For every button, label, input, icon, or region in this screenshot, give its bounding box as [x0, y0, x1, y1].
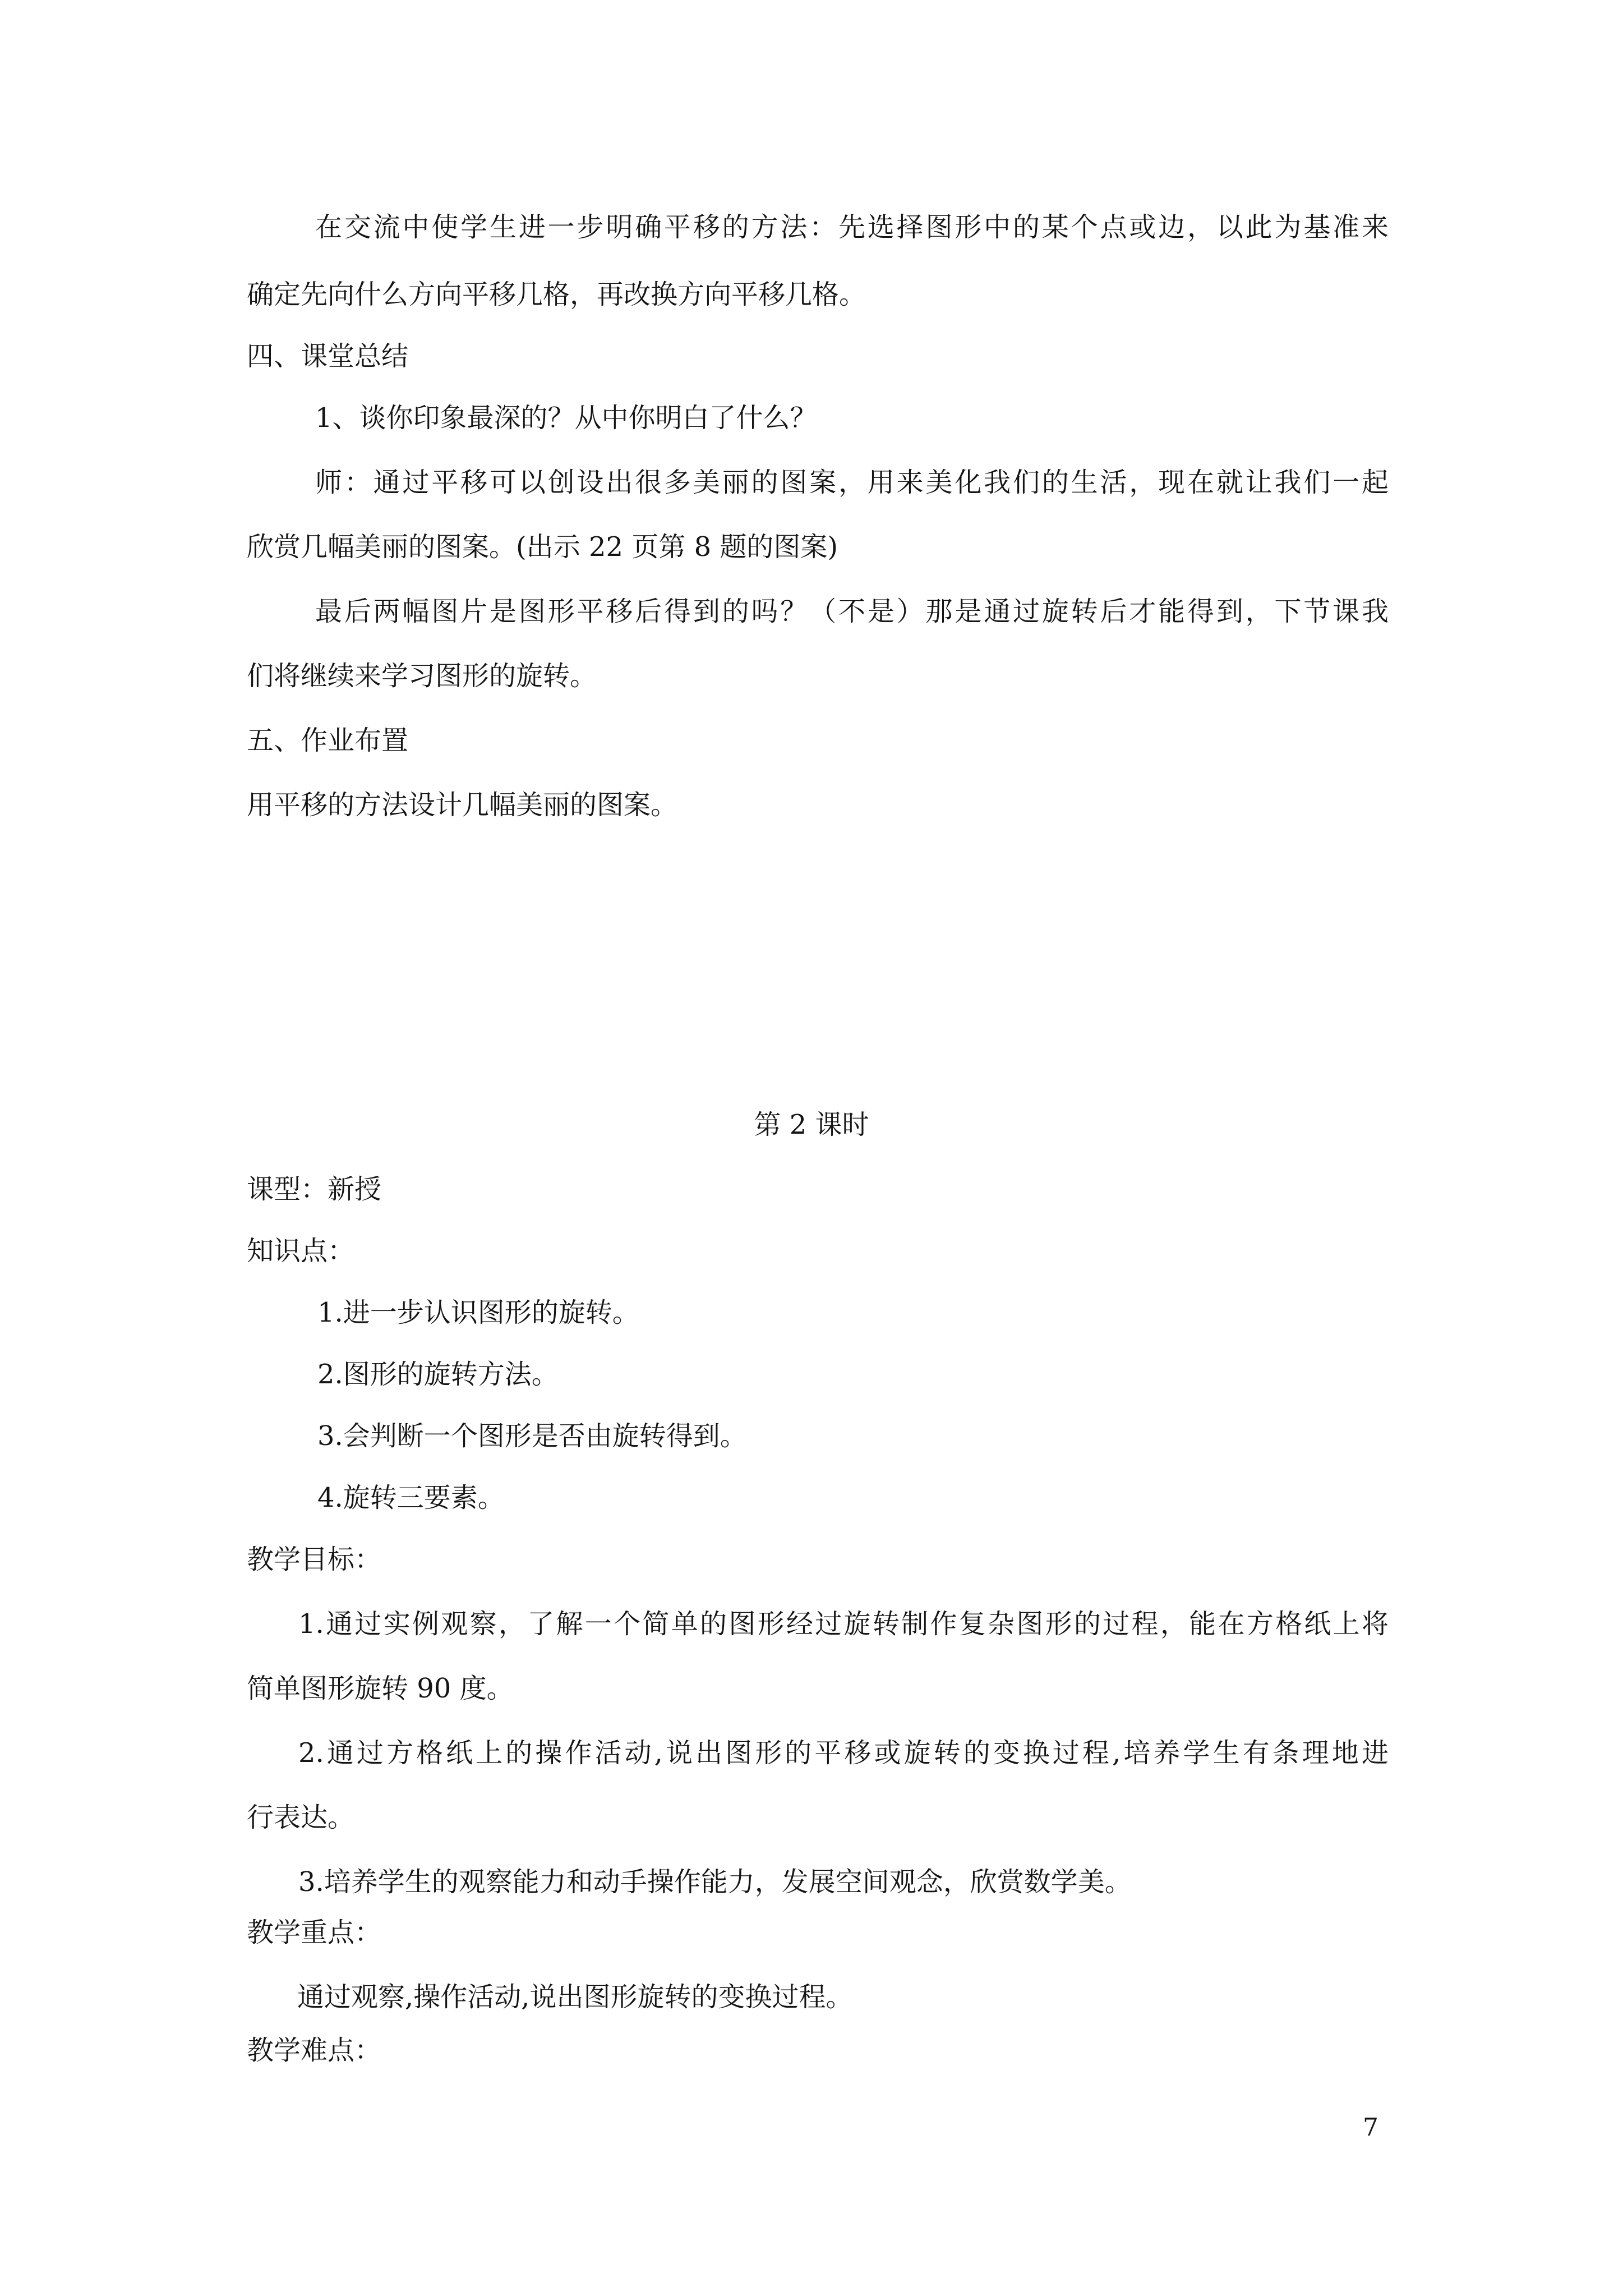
teaching-goals-label: 教学目标：: [247, 1544, 382, 1575]
key-points-label: 教学重点：: [247, 1917, 382, 1948]
teacher-paragraph-line-2: 欣赏几幅美丽的图案。(出示 22 页第 8 题的图案): [247, 531, 838, 563]
summary-question-1: 1、谈你印象最深的？从中你明白了什么？: [315, 402, 817, 434]
knowledge-item: 2.图形的旋转方法。: [317, 1359, 559, 1390]
page-number: 7: [1363, 2113, 1378, 2142]
lesson-title: 第 2 课时: [754, 1109, 869, 1140]
key-points-text: 通过观察,操作活动,说出图形旋转的变换过程。: [297, 1981, 853, 2013]
difficulties-label: 教学难点：: [247, 2035, 382, 2066]
goal-3: 3.培养学生的观察能力和动手操作能力，发展空间观念，欣赏数学美。: [298, 1866, 1132, 1898]
lesson-type: 课型：新授: [247, 1174, 382, 1205]
exchange-paragraph-line-1: 在交流中使学生进一步明确平移的方法：先选择图形中的某个点或边，以此为基准来: [315, 211, 1389, 243]
knowledge-label: 知识点：: [247, 1235, 355, 1267]
last-pictures-line-1: 最后两幅图片是图形平移后得到的吗？（不是）那是通过旋转后才能得到，下节课我: [315, 596, 1389, 627]
teacher-paragraph-line-1: 师：通过平移可以创设出很多美丽的图案，用来美化我们的生活，现在就让我们一起: [315, 467, 1389, 498]
goal-2-line-1: 2.通过方格纸上的操作活动,说出图形的平移或旋转的变换过程,培养学生有条理地进: [298, 1737, 1389, 1769]
knowledge-item: 3.会判断一个图形是否由旋转得到。: [317, 1420, 747, 1452]
homework-text: 用平移的方法设计几幅美丽的图案。: [247, 789, 678, 821]
section-4-heading: 四、课堂总结: [247, 341, 409, 372]
last-pictures-line-2: 们将继续来学习图形的旋转。: [247, 660, 597, 692]
knowledge-item: 1.进一步认识图形的旋转。: [317, 1297, 639, 1328]
knowledge-item: 4.旋转三要素。: [317, 1482, 505, 1513]
goal-1-line-2: 简单图形旋转 90 度。: [247, 1673, 514, 1704]
section-5-heading: 五、作业布置: [247, 725, 409, 756]
goal-1-line-1: 1.通过实例观察，了解一个简单的图形经过旋转制作复杂图形的过程，能在方格纸上将: [298, 1608, 1389, 1640]
exchange-paragraph-line-2: 确定先向什么方向平移几格，再改换方向平移几格。: [247, 279, 866, 310]
goal-2-line-2: 行表达。: [247, 1802, 355, 1833]
